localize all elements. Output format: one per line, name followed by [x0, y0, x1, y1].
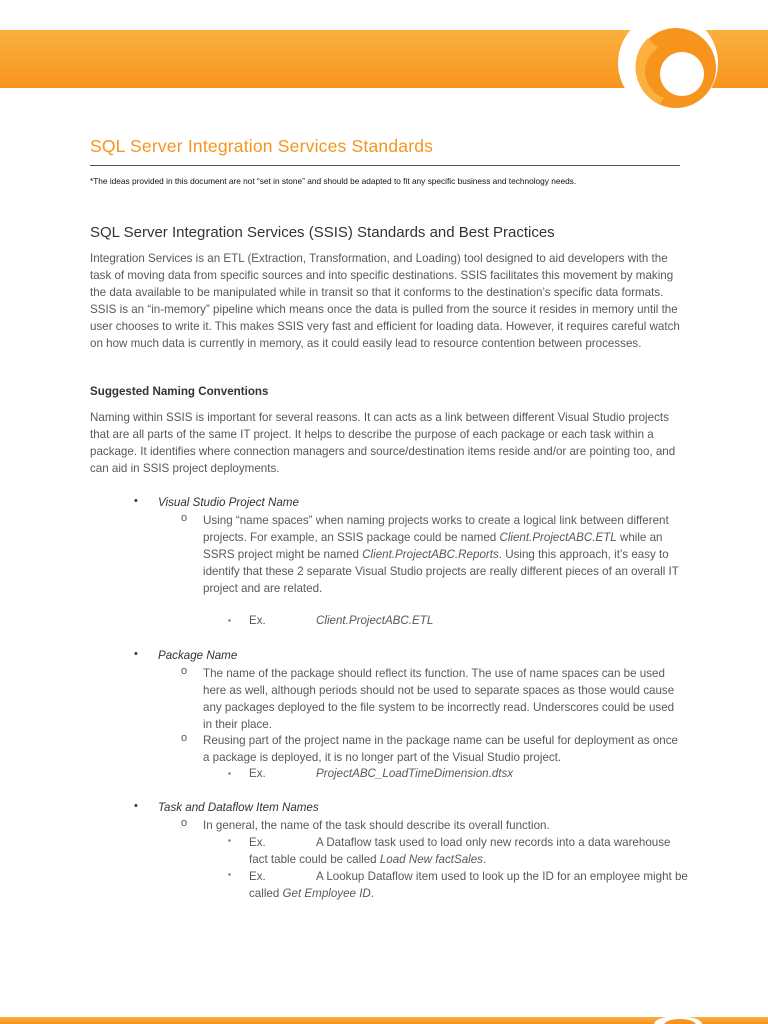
example-text — [249, 834, 689, 868]
naming-paragraph: Naming within SSIS is important for several reasons. It can acts as a link between different Visual Studio projects that are all parts of the same IT project. It helps to describe the purpose of each package or each task within a package. It identifies where connection managers and source/destination items reside and/or are pointing too, and can aid in SSIS project deployments. — [90, 411, 676, 475]
square-bullet-icon: ▪ — [228, 616, 231, 625]
circle-bullet-icon: o — [181, 732, 188, 744]
example-label: Ex. — [249, 870, 266, 883]
document-title: SQL Server Integration Services Standards — [90, 136, 434, 156]
intro-paragraph: Integration Services is an ETL (Extraction, Transformation, and Loading) tool designed to aid developers with the task of moving data from specific sources and into specific destinations. SSIS facilitates this movement by making the data available to be manipulated while in transit so that it conforms to the destination’s specific data formats. SSIS is an “in-memory” pipeline which means once the data is pulled from the source it resides in memory until the user chooses to write it. This makes SSIS very fast and efficient for loading data. However, it requires careful watch on how much data is currently in memory, as it could easily lead to resource contention between processes. — [90, 252, 680, 350]
italic-run: Client.ProjectABC.Reports — [362, 548, 499, 561]
item-subtext: In general, the name of the task should describe its overall function. — [203, 819, 550, 832]
italic-run: Client.ProjectABC.ETL — [499, 531, 617, 544]
item-subtext: Reusing part of the project name in the package name can be useful for deployment as once a package is deployed, it is no longer part of the Visual Studio project. — [203, 734, 678, 764]
square-bullet-icon: ▪ — [228, 769, 231, 778]
title-divider — [90, 165, 680, 166]
example-label: Ex. — [249, 836, 266, 849]
company-logo-icon — [598, 8, 738, 118]
italic-run: Load New factSales — [379, 853, 483, 866]
circle-bullet-icon: o — [181, 817, 188, 829]
text-run: while an SSRS project might be named — [203, 531, 663, 561]
text-run: A Dataflow task used to load only new records into a data warehouse fact table could be called — [249, 836, 671, 866]
example-text — [249, 868, 689, 902]
text-run: . — [370, 887, 375, 900]
example-value: Client.ProjectABC.ETL — [316, 614, 434, 627]
item-subtext: The name of the package should reflect its function. The use of name spaces can be used here as well, although periods should not be used to separate spaces as those would cause any packages deployed to the file system to be incorrectly read. Underscores could be used in their place. — [203, 667, 675, 731]
section-title: SQL Server Integration Services (SSIS) Standards and Best Practices — [90, 224, 555, 241]
disclaimer-note: *The ideas provided in this document are not “set in stone” and should be adapted to fit any specific business and technology needs. — [90, 176, 577, 186]
item-title: Visual Studio Project Name — [158, 496, 299, 509]
circle-bullet-icon: o — [181, 665, 188, 677]
item-title: Task and Dataflow Item Names — [158, 801, 319, 814]
footer-logo-icon — [648, 1015, 708, 1024]
example-value: ProjectABC_LoadTimeDimension.dtsx — [316, 767, 514, 780]
text-run: . — [482, 853, 487, 866]
example-label: Ex. — [249, 767, 266, 780]
square-bullet-icon: ▪ — [228, 836, 231, 845]
example-label: Ex. — [249, 614, 266, 627]
item-title: Package Name — [158, 649, 238, 662]
text-run: . Using this approach, it’s easy to identify that these 2 separate Visual Studio projects are really different pieces of an overall IT project and are related. — [203, 548, 679, 595]
square-bullet-icon: ▪ — [228, 870, 231, 879]
italic-run: Get Employee ID — [282, 887, 371, 900]
text-run: A Lookup Dataflow item used to look up the ID for an employee might be called — [249, 870, 688, 900]
bullet-icon: • — [134, 495, 138, 507]
bullet-icon: • — [134, 800, 138, 812]
circle-bullet-icon: o — [181, 512, 188, 524]
naming-conventions-heading: Suggested Naming Conventions — [90, 385, 269, 398]
bullet-icon: • — [134, 648, 138, 660]
item-subtext — [203, 512, 683, 597]
text-run: Using “name spaces” when naming projects works to create a logical link between different projects. For example, an SSIS package could be named — [203, 514, 669, 544]
